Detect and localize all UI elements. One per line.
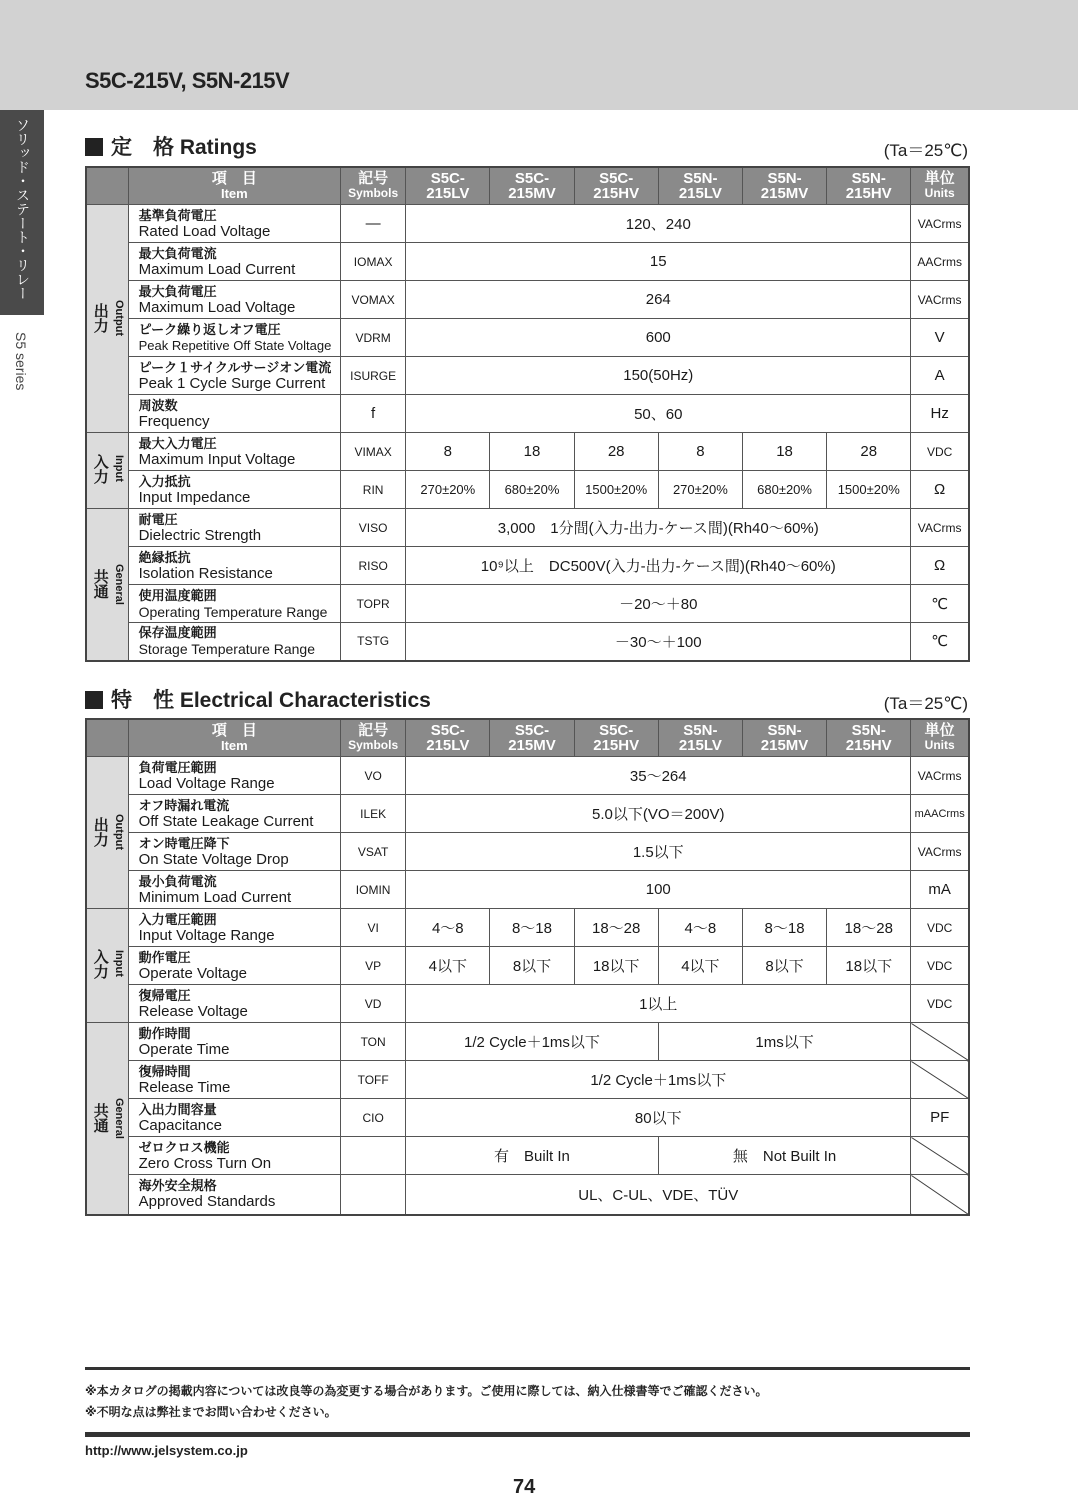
row-value: 8～18 <box>742 909 826 947</box>
header-model: S5N- 215HV <box>827 167 911 205</box>
row-value: 1.5以下 <box>406 833 911 871</box>
row-item: オフ時漏れ電流 Off State Leakage Current <box>128 795 340 833</box>
row-item: 動作電圧 Operate Voltage <box>128 947 340 985</box>
row-value: 3,000 1分間(入力-出力-ケース間)(Rh40～60%) <box>406 509 911 547</box>
row-symbol: IOMAX <box>341 243 406 281</box>
row-value: 28 <box>827 433 911 471</box>
row-unit-na <box>911 1061 969 1099</box>
row-value: －30～＋100 <box>406 623 911 661</box>
header-symbols: 記号 Symbols <box>341 719 406 757</box>
row-unit: VDC <box>911 909 969 947</box>
row-unit: mA <box>911 871 969 909</box>
row-value: 680±20% <box>490 471 574 509</box>
header-model: S5C- 215LV <box>406 167 490 205</box>
header-model: S5N- 215LV <box>658 167 742 205</box>
row-item: 最小負荷電流 Minimum Load Current <box>128 871 340 909</box>
ratings-header-row <box>86 167 969 205</box>
header-model: S5C- 215LV <box>406 719 490 757</box>
header-model: S5N- 215MV <box>742 719 826 757</box>
row-value: 1ms以下 <box>658 1023 911 1061</box>
row-value: －20～＋80 <box>406 585 911 623</box>
row-unit: VACrms <box>911 205 969 243</box>
row-value: 4～8 <box>406 909 490 947</box>
header-model: S5C- 215MV <box>490 719 574 757</box>
row-unit: VACrms <box>911 509 969 547</box>
table-row <box>86 433 969 471</box>
page-title: S5C-215V, S5N-215V <box>85 68 290 93</box>
row-value: 4以下 <box>658 947 742 985</box>
electrical-title: 特 性 Electrical Characteristics <box>85 684 431 714</box>
row-unit-na <box>911 1137 969 1175</box>
row-item: 復帰時間 Release Time <box>128 1061 340 1099</box>
row-value: 1/2 Cycle＋1ms以下 <box>406 1023 659 1061</box>
row-value: 8～18 <box>490 909 574 947</box>
row-value: 600 <box>406 319 911 357</box>
row-value: 有 Built In <box>406 1137 659 1175</box>
row-value: 1500±20% <box>827 471 911 509</box>
row-unit: Hz <box>911 395 969 433</box>
row-symbol <box>341 1137 406 1175</box>
header-symbols: 記号 Symbols <box>341 167 406 205</box>
table-row <box>86 795 969 833</box>
table-row <box>86 1137 969 1175</box>
row-symbol: ILEK <box>341 795 406 833</box>
row-item: 耐電圧 Dielectric Strength <box>128 509 340 547</box>
header-item: 項 目 Item <box>128 719 340 757</box>
row-value: 35～264 <box>406 757 911 795</box>
row-unit: VACrms <box>911 281 969 319</box>
header-blank <box>86 167 128 205</box>
row-unit: AACrms <box>911 243 969 281</box>
table-row <box>86 471 969 509</box>
row-symbol: RISO <box>341 547 406 585</box>
row-value: 8 <box>406 433 490 471</box>
row-symbol: VO <box>341 757 406 795</box>
table-row <box>86 319 969 357</box>
side-category-label: ソリッド・ステート・リレー <box>15 118 31 300</box>
row-value: 1/2 Cycle＋1ms以下 <box>406 1061 911 1099</box>
row-unit: Ω <box>911 547 969 585</box>
row-symbol: VIMAX <box>341 433 406 471</box>
series-label: S5 series <box>13 332 29 391</box>
company-url-link[interactable]: http://www.jelsystem.co.jp <box>85 1443 248 1458</box>
header-model: S5N- 215HV <box>827 719 911 757</box>
row-symbol: TSTG <box>341 623 406 661</box>
group-output: 出力 Output <box>86 205 128 433</box>
header-units: 単位 Units <box>911 719 969 757</box>
row-value: 8以下 <box>490 947 574 985</box>
row-value: 264 <box>406 281 911 319</box>
row-item: 最大負荷電流 Maximum Load Current <box>128 243 340 281</box>
row-symbol: VI <box>341 909 406 947</box>
row-item: 復帰電圧 Release Voltage <box>128 985 340 1023</box>
row-value: 270±20% <box>658 471 742 509</box>
row-unit: VDC <box>911 985 969 1023</box>
row-symbol: VD <box>341 985 406 1023</box>
table-row <box>86 281 969 319</box>
row-item: 海外安全規格 Approved Standards <box>128 1175 340 1215</box>
header-model: S5C- 215MV <box>490 167 574 205</box>
row-symbol: TON <box>341 1023 406 1061</box>
table-row <box>86 547 969 585</box>
row-symbol: f <box>341 395 406 433</box>
row-value: 8 <box>658 433 742 471</box>
row-value: 4～8 <box>658 909 742 947</box>
footer-rule <box>85 1367 970 1370</box>
table-row <box>86 833 969 871</box>
row-unit-na <box>911 1023 969 1061</box>
row-unit: mAACrms <box>911 795 969 833</box>
ratings-title: 定 格 Ratings <box>85 131 257 161</box>
row-value: 680±20% <box>742 471 826 509</box>
table-row <box>86 1061 969 1099</box>
row-item: 動作時間 Operate Time <box>128 1023 340 1061</box>
row-value: 1以上 <box>406 985 911 1023</box>
row-unit: VACrms <box>911 757 969 795</box>
electrical-condition: (Ta＝25℃) <box>883 694 968 713</box>
table-row <box>86 623 969 661</box>
row-symbol: TOPR <box>341 585 406 623</box>
row-symbol: ISURGE <box>341 357 406 395</box>
header-model: S5C- 215HV <box>574 719 658 757</box>
footer-note: ※本カタログの掲載内容については改良等の為変更する場合があります。ご使用に際しては、納入仕様書等でご確認ください。 <box>85 1384 768 1398</box>
row-symbol: CIO <box>341 1099 406 1137</box>
row-value: 270±20% <box>406 471 490 509</box>
header-blank <box>86 719 128 757</box>
square-bullet-icon <box>85 691 103 709</box>
row-value: 18～28 <box>574 909 658 947</box>
row-item: 最大入力電圧 Maximum Input Voltage <box>128 433 340 471</box>
row-value: 150(50Hz) <box>406 357 911 395</box>
row-unit: ℃ <box>911 585 969 623</box>
row-item: 入力抵抗 Input Impedance <box>128 471 340 509</box>
ratings-condition: (Ta＝25℃) <box>883 141 968 160</box>
table-row <box>86 243 969 281</box>
header-model: S5N- 215MV <box>742 167 826 205</box>
row-symbol: VOMAX <box>341 281 406 319</box>
row-item: 絶縁抵抗 Isolation Resistance <box>128 547 340 585</box>
electrical-table <box>85 718 970 1216</box>
square-bullet-icon <box>85 138 103 156</box>
row-value: 無 Not Built In <box>658 1137 911 1175</box>
row-unit: PF <box>911 1099 969 1137</box>
row-symbol: IOMIN <box>341 871 406 909</box>
row-unit: V <box>911 319 969 357</box>
row-value: 80以下 <box>406 1099 911 1137</box>
row-symbol: VP <box>341 947 406 985</box>
row-value: 50、60 <box>406 395 911 433</box>
table-row <box>86 509 969 547</box>
row-value: 8以下 <box>742 947 826 985</box>
row-symbol: VISO <box>341 509 406 547</box>
table-row <box>86 1099 969 1137</box>
row-value: 28 <box>574 433 658 471</box>
row-symbol: — <box>341 205 406 243</box>
table-row <box>86 1023 969 1061</box>
table-row <box>86 357 969 395</box>
row-unit-na <box>911 1175 969 1215</box>
row-value: 5.0以下(VO＝200V) <box>406 795 911 833</box>
group-input: 入力 Input <box>86 433 128 509</box>
row-value: 10⁹以上 DC500V(入力-出力-ケース間)(Rh40～60%) <box>406 547 911 585</box>
table-row <box>86 757 969 795</box>
row-value: 100 <box>406 871 911 909</box>
row-item: 周波数 Frequency <box>128 395 340 433</box>
row-unit: VACrms <box>911 833 969 871</box>
header-item: 項 目 Item <box>128 167 340 205</box>
table-row <box>86 1175 969 1215</box>
row-value: 4以下 <box>406 947 490 985</box>
row-item: 保存温度範囲 Storage Temperature Range <box>128 623 340 661</box>
table-row <box>86 947 969 985</box>
row-value: 18以下 <box>827 947 911 985</box>
header-model: S5N- 215LV <box>658 719 742 757</box>
header-model: S5C- 215HV <box>574 167 658 205</box>
row-item: オン時電圧降下 On State Voltage Drop <box>128 833 340 871</box>
row-symbol: RIN <box>341 471 406 509</box>
row-value: 18 <box>742 433 826 471</box>
row-item: ゼロクロス機能 Zero Cross Turn On <box>128 1137 340 1175</box>
row-unit: A <box>911 357 969 395</box>
row-value: 18 <box>490 433 574 471</box>
row-item: ピーク１サイクルサージオン電流 Peak 1 Cycle Surge Current <box>128 357 340 395</box>
row-symbol <box>341 1175 406 1215</box>
group-general: 共通 General <box>86 1023 128 1215</box>
row-symbol: TOFF <box>341 1061 406 1099</box>
table-row <box>86 205 969 243</box>
row-unit: VDC <box>911 947 969 985</box>
row-symbol: VSAT <box>341 833 406 871</box>
table-row <box>86 871 969 909</box>
footer-note: ※不明な点は弊社までお問い合わせください。 <box>85 1405 337 1419</box>
header-units: 単位 Units <box>911 167 969 205</box>
row-item: 入出力間容量 Capacitance <box>128 1099 340 1137</box>
page-number: 74 <box>513 1476 536 1498</box>
row-item: 負荷電圧範囲 Load Voltage Range <box>128 757 340 795</box>
ratings-table <box>85 166 970 662</box>
footer-rule-thick <box>85 1432 970 1437</box>
row-item: 最大負荷電圧 Maximum Load Voltage <box>128 281 340 319</box>
table-row <box>86 585 969 623</box>
row-unit: ℃ <box>911 623 969 661</box>
table-row <box>86 395 969 433</box>
row-value: 18～28 <box>827 909 911 947</box>
row-item: ピーク繰り返しオフ電圧 Peak Repetitive Off State Voltage <box>128 319 340 357</box>
row-value: 1500±20% <box>574 471 658 509</box>
table-row <box>86 985 969 1023</box>
row-value: 15 <box>406 243 911 281</box>
electrical-header-row <box>86 719 969 757</box>
row-value: 120、240 <box>406 205 911 243</box>
row-item: 基準負荷電圧 Rated Load Voltage <box>128 205 340 243</box>
row-item: 使用温度範囲 Operating Temperature Range <box>128 585 340 623</box>
group-general: 共通 General <box>86 509 128 661</box>
table-row <box>86 909 969 947</box>
group-output: 出力 Output <box>86 757 128 909</box>
row-value: 18以下 <box>574 947 658 985</box>
row-unit: Ω <box>911 471 969 509</box>
row-value: UL、C-UL、VDE、TÜV <box>406 1175 911 1215</box>
group-input: 入力 Input <box>86 909 128 1023</box>
row-item: 入力電圧範囲 Input Voltage Range <box>128 909 340 947</box>
row-symbol: VDRM <box>341 319 406 357</box>
row-unit: VDC <box>911 433 969 471</box>
